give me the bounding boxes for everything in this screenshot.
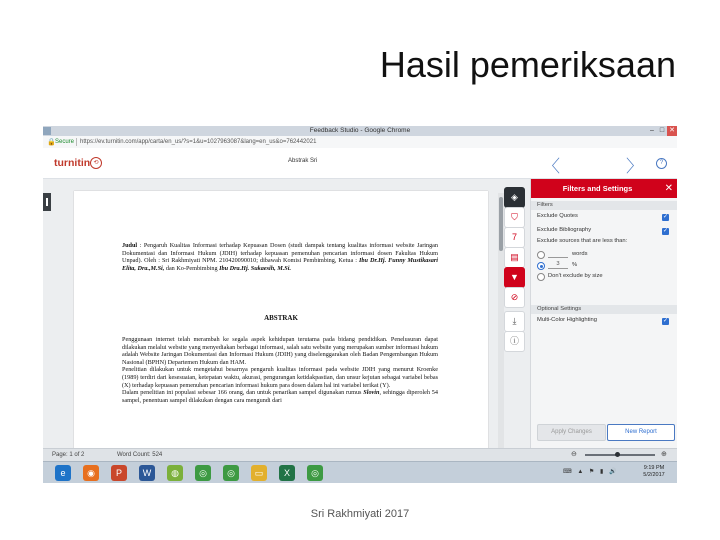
dont-exclude-label: Don't exclude by size xyxy=(548,273,603,279)
filter-icon[interactable]: ▼ xyxy=(504,267,525,288)
slide-title: Hasil pemeriksaan xyxy=(379,44,676,85)
status-bar xyxy=(43,448,677,461)
zoom-out-icon[interactable]: ⊖ xyxy=(571,451,577,458)
judul-paragraph xyxy=(122,242,438,272)
ko-pembimbing-name: Ibu Dra.Hj. Sukaesih, M.Si. xyxy=(219,264,291,272)
panel-title: Filters and Settings xyxy=(562,184,633,193)
percent-radio[interactable] xyxy=(537,262,545,270)
scrollbar-thumb[interactable] xyxy=(499,197,503,251)
new-report-button[interactable]: New Report xyxy=(607,424,675,441)
maximize-button[interactable]: □ xyxy=(659,127,665,134)
percent-label: % xyxy=(572,262,578,268)
handle-grip-icon xyxy=(46,198,48,206)
window-controls xyxy=(647,126,677,136)
clock-time: 9:19 PM xyxy=(643,465,665,471)
exclude-bibliography-label: Exclude Bibliography xyxy=(537,227,592,233)
taskbar-excel-icon[interactable]: X xyxy=(279,465,295,481)
side-menu-handle[interactable] xyxy=(43,193,51,211)
layers-icon[interactable]: ◈ xyxy=(504,187,525,208)
taskbar-mendeley-icon[interactable]: ◍ xyxy=(167,465,183,481)
side-toolbar xyxy=(504,183,526,445)
next-paper-button[interactable]: 〉 xyxy=(626,157,643,176)
taskbar-chrome-1-icon[interactable]: ◎ xyxy=(195,465,211,481)
window-titlebar xyxy=(43,126,677,136)
taskbar-explorer-icon[interactable]: ▭ xyxy=(251,465,267,481)
summary-icon[interactable]: ▤ xyxy=(504,247,525,268)
zoom-slider[interactable] xyxy=(585,454,655,456)
percent-input[interactable]: 3 xyxy=(548,261,568,269)
abstrak-heading: ABSTRAK xyxy=(264,314,298,322)
help-icon[interactable]: ? xyxy=(656,158,667,169)
exclude-bibliography-checkbox[interactable]: ✓ xyxy=(662,228,669,234)
download-icon[interactable]: ⤓ xyxy=(504,311,525,332)
similarity-icon[interactable]: ⛉ xyxy=(504,207,525,228)
abstract-paragraph-3: Dalam penelitian ini populasi sebesar 166 orang, dan untuk penarikan sampel digunakan rumus xyxy=(122,389,362,397)
taskbar-clock[interactable] xyxy=(637,465,671,479)
dan-ko-text: dan Ko-Pembimbing xyxy=(165,264,218,272)
minimize-button[interactable]: – xyxy=(650,127,654,134)
url-text[interactable]: https://ev.turnitin.com/app/carta/en_us/?s=1&u=1027963087&lang=en_us&o=762442021 xyxy=(80,139,317,145)
taskbar-firefox-icon[interactable]: ◉ xyxy=(83,465,99,481)
info-icon[interactable]: ⓘ xyxy=(504,331,525,352)
word-count: Word Count: 524 xyxy=(117,452,163,458)
turnitin-logo-icon: ⟲ xyxy=(90,157,102,169)
taskbar-powerpoint-icon[interactable]: P xyxy=(111,465,127,481)
previous-paper-button[interactable]: 〈 xyxy=(543,157,560,176)
taskbar-word-icon[interactable]: W xyxy=(139,465,155,481)
match-count-button[interactable]: 7 xyxy=(504,227,525,248)
exclusions-icon[interactable]: ⊘ xyxy=(504,287,525,308)
window-title: Feedback Studio - Google Chrome xyxy=(309,127,411,134)
taskbar-ie-icon[interactable]: e xyxy=(55,465,71,481)
words-label: words xyxy=(572,251,588,257)
filters-section-header: Filters xyxy=(531,201,677,210)
taskbar-chrome-2-icon[interactable]: ◎ xyxy=(223,465,239,481)
zoom-slider-knob[interactable] xyxy=(615,452,620,457)
apply-changes-button[interactable]: Apply Changes xyxy=(537,424,606,441)
judul-text: : Pengaruh Kualitas Informasi terhadap Kepuasan Dosen (studi dampak tentang kualitas informasi website Jaringan Dokumentasi dan Informasi Hukum (JDIH) terhadap kepuasan pemenuhan pencarian informasi dosen Fakultas Hukum Unpad). Oleh : Sri Rakhmiyati NPM. 210420090010; dibawah Komisi Pembimbing, Ketua : xyxy=(122,242,439,265)
abstract-paragraph-2: Penelitian dilakukan untuk mengetahui besarnya pengaruh kualitas informasi pada website JDIH yang menurut Kroenke (1989) terdiri dari kesesuaian, ketepatan waktu, akurasi, pengurangan ketidakpastian, dan unsur kejutan sebagai variabel bebas (X) terhadap kepuasan pemenuhan pencarian informasi hukum para dosen dalam hal ini variabel terikat (Y). xyxy=(122,366,438,389)
judul-label: Judul xyxy=(122,242,138,249)
screenshot xyxy=(43,126,677,483)
secure-label: Secure xyxy=(55,139,75,145)
multi-color-label: Multi-Color Highlighting xyxy=(537,317,597,323)
words-input[interactable] xyxy=(548,250,568,258)
clock-date: 5/2/2017 xyxy=(643,472,665,478)
ketua-name: Ibu Dr.Hj. Funny Mustikasari Elita, Dra.,M.Si, xyxy=(122,257,439,272)
slovin-term: Slovin xyxy=(363,389,380,397)
slide-footer: Sri Rakhmiyati 2017 xyxy=(310,508,410,520)
panel-header xyxy=(531,179,677,198)
exclude-quotes-checkbox[interactable]: ✓ xyxy=(662,214,669,220)
abstract-body xyxy=(122,336,438,404)
close-window-button[interactable]: ✕ xyxy=(667,126,677,136)
app-header xyxy=(43,148,677,179)
document-title: Abstrak Sri xyxy=(288,158,318,164)
windows-taskbar xyxy=(43,461,677,483)
main-content xyxy=(43,179,677,448)
abstract-paragraph-1: Penggunaan internet telah merambah ke segala aspek kehidupan terutama pada bidang pendidikan. Penelusuran dapat dilakukan melalui website yang menyediakan berbagai informasi, salah satu website yang merupakan sumber informasi hukum adalah Website Jaringan Dokumentasi dan Informasi Hukum (JDIH) yang diselenggarakan oleh Badan Pengembangan Hukum Nasional (BPHN) Departemen Hukum dan HAM. xyxy=(122,336,438,366)
turnitin-logo[interactable]: turnitin xyxy=(54,157,91,169)
abstract-paragraph-3-cont: , sehingga diperoleh 54 sampel, penentuan sampel dilakukan dengan cara mengundi dari xyxy=(122,389,438,404)
divider xyxy=(76,138,77,146)
taskbar-chrome-3-icon[interactable]: ◎ xyxy=(307,465,323,481)
close-icon[interactable]: ✕ xyxy=(664,183,673,194)
system-tray-icons[interactable]: ⌨ ▲ ⚑ ▮ 🔊 xyxy=(563,469,619,475)
optional-settings-header: Optional Settings xyxy=(531,305,677,314)
words-radio[interactable] xyxy=(537,251,545,259)
exclude-sources-label: Exclude sources that are less than: xyxy=(537,238,628,244)
zoom-in-icon[interactable]: ⊕ xyxy=(661,451,667,458)
multi-color-checkbox[interactable]: ✓ xyxy=(662,318,669,324)
dont-exclude-radio[interactable] xyxy=(537,273,545,281)
page-indicator: Page: 1 of 2 xyxy=(52,452,85,458)
document-page xyxy=(74,191,488,449)
lock-icon: 🔒 xyxy=(47,139,56,146)
filters-settings-panel xyxy=(530,179,677,448)
exclude-quotes-label: Exclude Quotes xyxy=(537,213,578,219)
